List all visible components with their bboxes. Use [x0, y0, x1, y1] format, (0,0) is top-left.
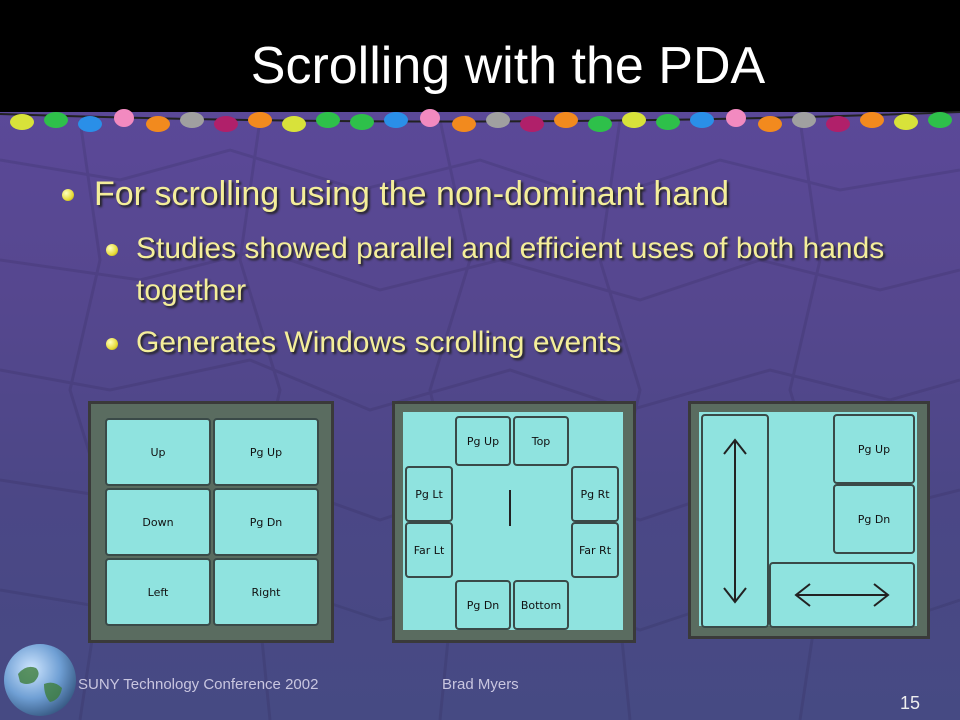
right-button[interactable]: Right [213, 558, 319, 626]
center-divider [509, 490, 511, 526]
page-number: 15 [900, 693, 921, 713]
left-button[interactable]: Left [105, 558, 211, 626]
pda-panel-grid [88, 401, 334, 643]
pg-up-button[interactable]: Pg Up [833, 414, 915, 484]
bullet-dot-icon [106, 244, 118, 256]
bottom-button[interactable]: Bottom [513, 580, 569, 630]
bullet-dot-icon [62, 189, 74, 201]
horizontal-arrow-icon [792, 580, 892, 610]
bullet-level2 [58, 322, 918, 364]
down-button[interactable]: Down [105, 488, 211, 556]
pg-lt-button[interactable]: Pg Lt [405, 466, 453, 522]
bullet-level2 [58, 228, 918, 312]
footer-conference: SUNY Technology Conference 2002 [78, 676, 319, 693]
globe-icon [4, 644, 76, 716]
slide-title: Scrolling with the PDA [250, 37, 766, 95]
bullet-dot-icon [106, 338, 118, 350]
bullet-text: For scrolling using the non-dominant hand [94, 175, 730, 213]
bullet-list [58, 172, 918, 374]
vertical-scroll-strip[interactable] [701, 414, 769, 628]
pg-dn-button[interactable]: Pg Dn [455, 580, 511, 630]
up-button[interactable]: Up [105, 418, 211, 486]
far-rt-button[interactable]: Far Rt [571, 522, 619, 578]
pg-up-button[interactable]: Pg Up [213, 418, 319, 486]
conference-logo [4, 644, 76, 716]
bead-garland-decoration [0, 100, 960, 140]
bullet-text: Generates Windows scrolling events [136, 326, 622, 359]
far-lt-button[interactable]: Far Lt [405, 522, 453, 578]
vertical-arrow-icon [720, 436, 750, 606]
top-button[interactable]: Top [513, 416, 569, 466]
horizontal-scroll-strip[interactable] [769, 562, 915, 628]
footer-author: Brad Myers [442, 676, 519, 693]
pda-panel-sliders [688, 401, 930, 639]
pg-dn-button[interactable]: Pg Dn [833, 484, 915, 554]
bullet-level1 [58, 172, 918, 216]
pg-rt-button[interactable]: Pg Rt [571, 466, 619, 522]
bullet-text: Studies showed parallel and efficient uses of both hands together [136, 232, 885, 307]
pda-panel-ring [392, 401, 636, 643]
pg-up-button[interactable]: Pg Up [455, 416, 511, 466]
pg-dn-button[interactable]: Pg Dn [213, 488, 319, 556]
